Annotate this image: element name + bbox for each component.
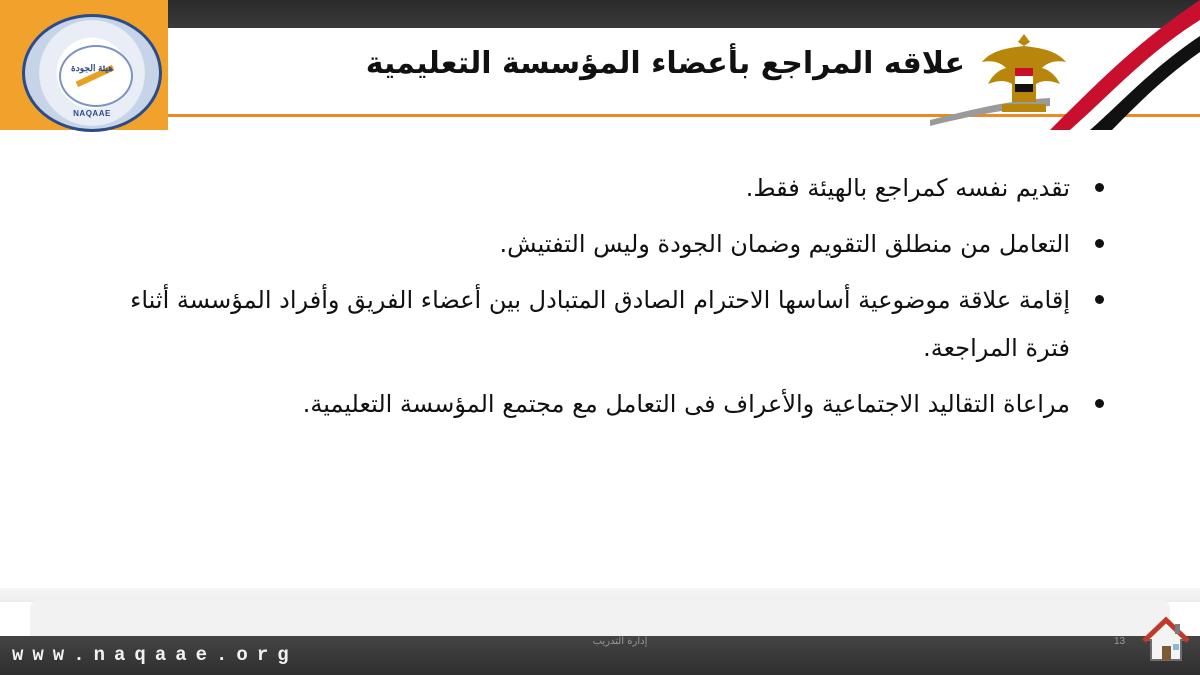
page-number: 13	[1114, 636, 1126, 647]
bullet-dot	[1095, 183, 1104, 192]
bullet-dot	[1095, 295, 1104, 304]
bullet-list	[110, 164, 1110, 436]
bullet-text: التعامل من منطلق التقويم وضمان الجودة وليس التفتيش.	[499, 230, 1070, 258]
seal-label: NAQAAE	[73, 109, 111, 118]
bullet-item	[110, 276, 1110, 372]
bullet-item	[110, 380, 1110, 428]
bullet-text: إقامة علاقة موضوعية أساسها الاحترام الصادق المتبادل بين أعضاء الفريق وأفراد المؤسسة أثناء فترة المراجعة.	[130, 286, 1070, 362]
footer-center-text: إدارة التدريب	[592, 636, 648, 647]
bullet-text: تقديم نفسه كمراجع بالهيئة فقط.	[745, 174, 1070, 202]
footer-url-link[interactable]: www.naqaae.org	[12, 644, 298, 666]
home-icon[interactable]	[1140, 614, 1192, 666]
bullet-dot	[1095, 239, 1104, 248]
seal-ring-text: هيئة الجودة	[71, 63, 113, 73]
bullet-dot	[1095, 399, 1104, 408]
bullet-item	[110, 164, 1110, 212]
bullet-item	[110, 220, 1110, 268]
footer-bar	[0, 636, 1200, 675]
egypt-eagle-emblem-icon	[978, 28, 1070, 120]
bullet-text: مراعاة التقاليد الاجتماعية والأعراف فى التعامل مع مجتمع المؤسسة التعليمية.	[302, 390, 1070, 418]
naqaae-seal-icon	[22, 14, 162, 132]
slide-title: علاقه المراجع بأعضاء المؤسسة التعليمية	[365, 46, 965, 81]
